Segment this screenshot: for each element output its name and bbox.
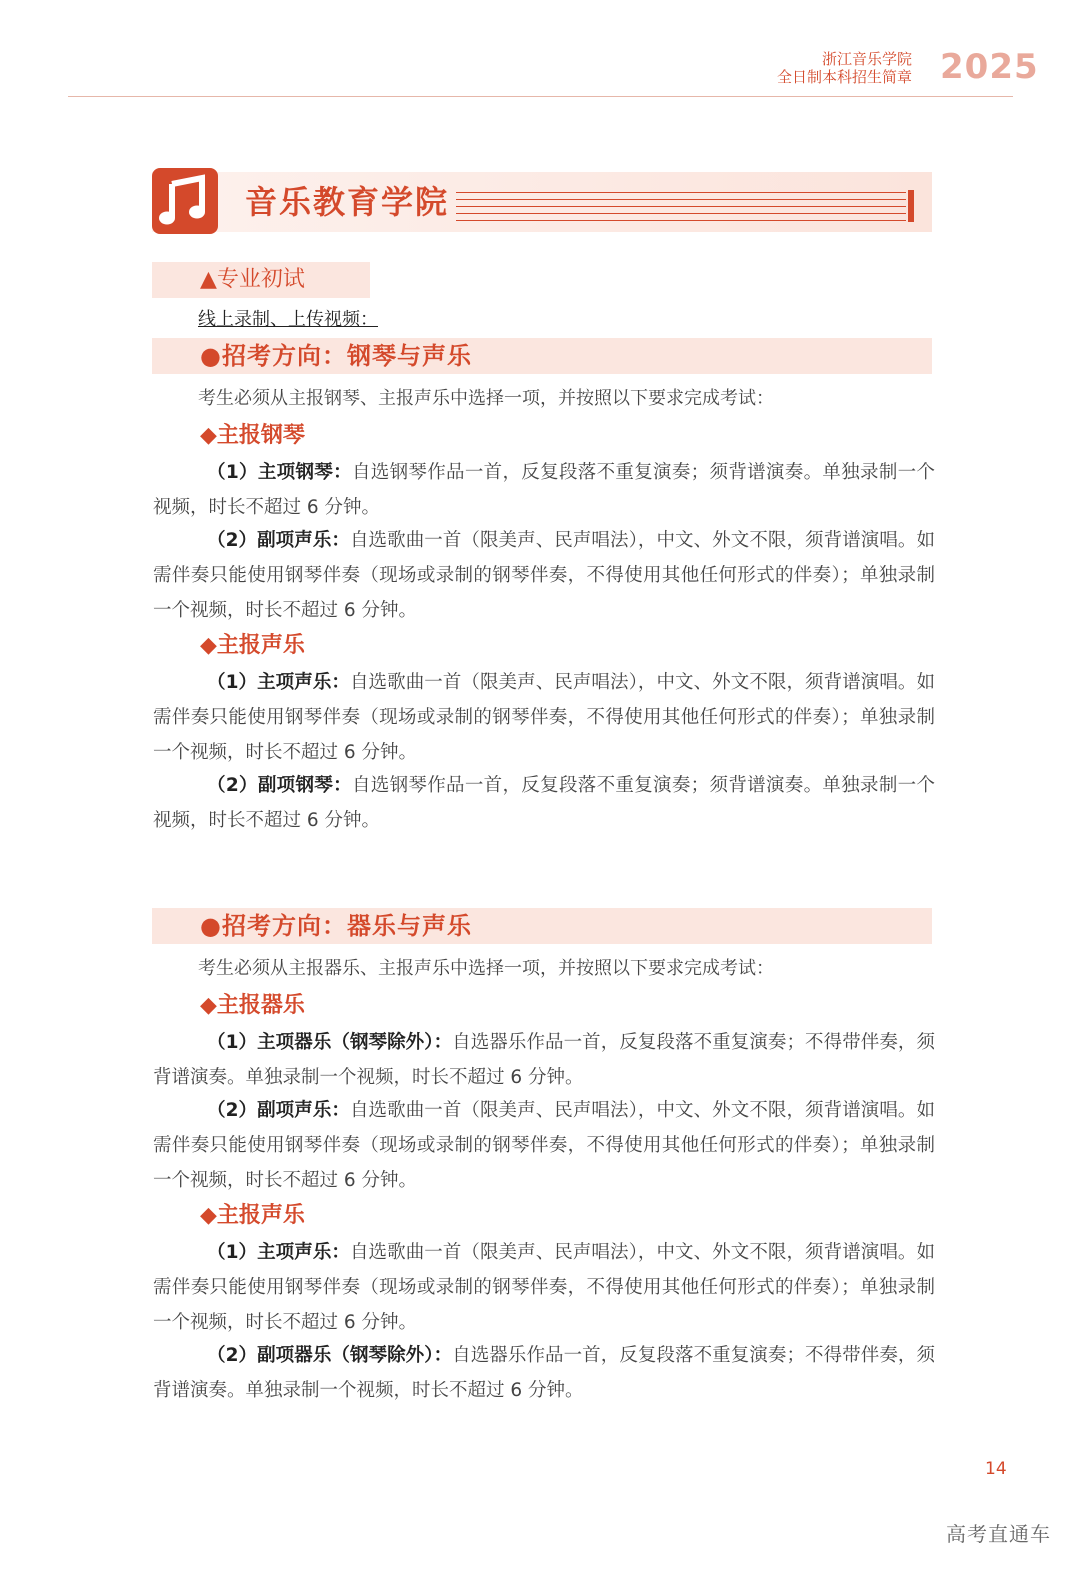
direction-heading: ●招考方向：器乐与声乐 (200, 912, 472, 940)
requirement-text: 自选钢琴作品一首，反复段落不重复演奏；须背谱演奏。单独录制一个视频，时长不超过 6 分钟。 (153, 775, 936, 831)
music-note-icon (152, 168, 218, 234)
requirement-label: （1）主项声乐： (207, 672, 350, 693)
requirement-label: （1）主项钢琴： (207, 462, 352, 483)
requirement-label: （2）副项钢琴： (207, 775, 352, 796)
option-heading: ◆主报器乐 (200, 993, 305, 1018)
requirement-text: 自选钢琴作品一首，反复段落不重复演奏；须背谱演奏。单独录制一个视频，时长不超过 6 分钟。 (153, 462, 936, 518)
header-school-name: 浙江音乐学院 (821, 50, 912, 68)
requirement-paragraph (153, 768, 935, 838)
requirement-paragraph (153, 455, 935, 525)
section-title: 音乐教育学院 (245, 183, 450, 221)
requirement-paragraph (153, 1338, 935, 1408)
requirement-paragraph (153, 1025, 935, 1095)
header-divider (68, 96, 1013, 97)
header-year: 2025 (940, 47, 1039, 87)
option-heading: ◆主报钢琴 (200, 423, 305, 448)
requirement-paragraph (153, 1093, 935, 1198)
requirement-text: 自选歌曲一首（限美声、民声唱法），中文、外文不限，须背谱演唱。如需伴奏只能使用钢琴伴奏（现场或录制的钢琴伴奏，不得使用其他任何形式的伴奏）；单独录制一个视频，时长不超过 6 分钟。 (153, 1242, 935, 1333)
direction-heading: ●招考方向：钢琴与声乐 (200, 342, 472, 370)
requirement-paragraph (153, 665, 935, 770)
requirement-paragraph (153, 523, 935, 628)
requirement-text: 自选歌曲一首（限美声、民声唱法），中文、外文不限，须背谱演唱。如需伴奏只能使用钢琴伴奏（现场或录制的钢琴伴奏，不得使用其他任何形式的伴奏）；单独录制一个视频，时长不超过 6 分钟。 (153, 672, 935, 763)
page-number: 14 (985, 1459, 1007, 1479)
online-recording-label: 线上录制、上传视频： (198, 309, 378, 330)
requirement-label: （2）副项器乐（钢琴除外）： (207, 1345, 453, 1366)
header-brochure-title: 全日制本科招生简章 (776, 68, 912, 86)
requirement-text: 自选歌曲一首（限美声、民声唱法），中文、外文不限，须背谱演唱。如需伴奏只能使用钢琴伴奏（现场或录制的钢琴伴奏，不得使用其他任何形式的伴奏）；单独录制一个视频，时长不超过 6 分钟。 (153, 1100, 935, 1191)
requirement-paragraph (153, 1235, 935, 1340)
requirement-label: （2）副项声乐： (207, 530, 350, 551)
requirement-text: 自选歌曲一首（限美声、民声唱法），中文、外文不限，须背谱演唱。如需伴奏只能使用钢琴伴奏（现场或录制的钢琴伴奏，不得使用其他任何形式的伴奏）；单独录制一个视频，时长不超过 6 分钟。 (153, 530, 935, 621)
requirement-text: 自选器乐作品一首，反复段落不重复演奏；不得带伴奏，须背谱演奏。单独录制一个视频，时长不超过 6 分钟。 (153, 1345, 935, 1401)
option-heading: ◆主报声乐 (200, 633, 305, 658)
requirement-label: （2）副项声乐： (207, 1100, 350, 1121)
direction-intro: 考生必须从主报钢琴、主报声乐中选择一项，并按照以下要求完成考试： (198, 388, 774, 409)
option-heading: ◆主报声乐 (200, 1203, 305, 1228)
requirement-label: （1）主项器乐（钢琴除外）： (207, 1032, 453, 1053)
watermark: 高考直通车 (946, 1522, 1051, 1546)
staff-barline-decoration (908, 190, 914, 222)
requirement-text: 自选器乐作品一首，反复段落不重复演奏；不得带伴奏，须背谱演奏。单独录制一个视频，时长不超过 6 分钟。 (153, 1032, 935, 1088)
requirement-label: （1）主项声乐： (207, 1242, 350, 1263)
staff-lines-decoration (456, 190, 906, 222)
direction-intro: 考生必须从主报器乐、主报声乐中选择一项，并按照以下要求完成考试： (198, 958, 774, 979)
stage-label: ▲专业初试 (200, 267, 305, 292)
